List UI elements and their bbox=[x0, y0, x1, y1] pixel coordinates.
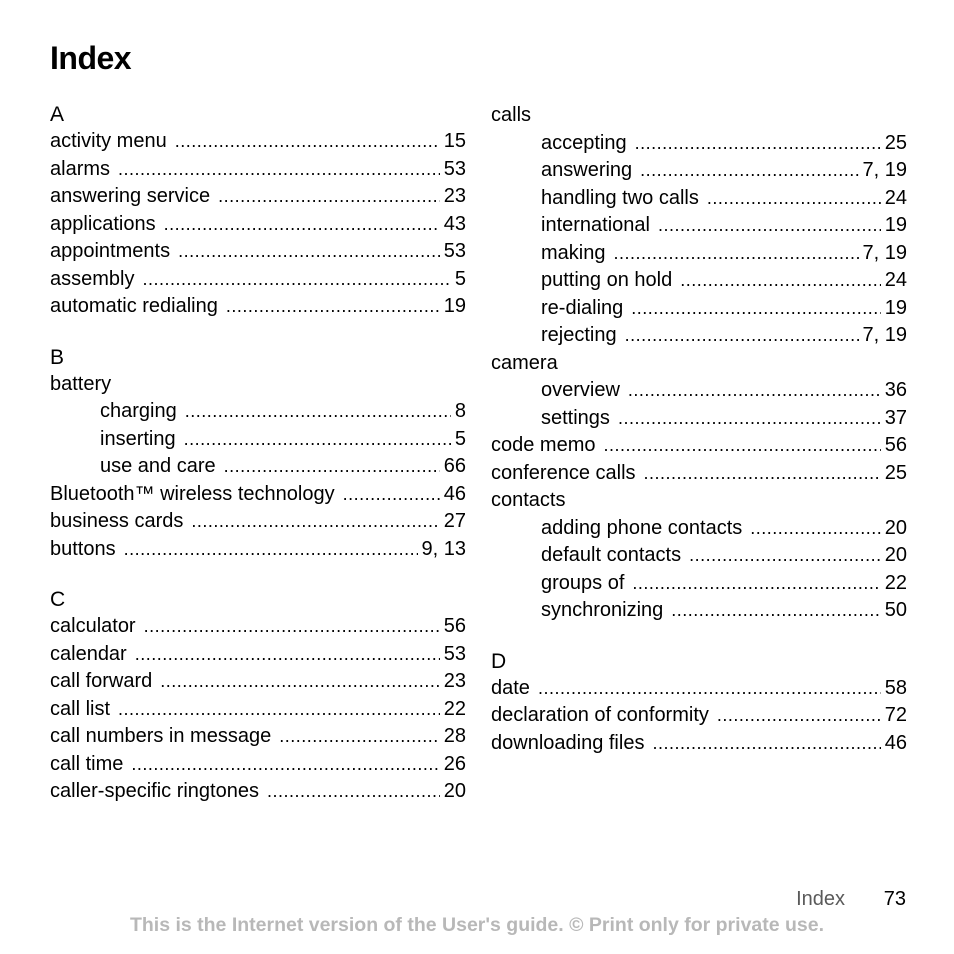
index-entry bbox=[50, 156, 466, 184]
index-term: camera bbox=[491, 351, 558, 374]
index-page-ref: 26 bbox=[443, 752, 466, 775]
index-term: call list bbox=[50, 697, 111, 720]
index-page-ref: 27 bbox=[443, 510, 466, 532]
index-term: buttons bbox=[50, 537, 116, 560]
index-page-ref: 8 bbox=[454, 400, 466, 422]
index-letter: A bbox=[50, 103, 65, 126]
index-page-ref: 24 bbox=[884, 186, 907, 209]
dot-leader bbox=[118, 156, 440, 184]
index-page-ref: 20 bbox=[884, 516, 907, 539]
dot-leader bbox=[175, 128, 440, 156]
index-heading bbox=[50, 371, 466, 399]
index-term: accepting bbox=[541, 131, 627, 154]
index-subentry bbox=[50, 426, 466, 454]
index-subentry bbox=[50, 453, 466, 481]
index-term: handling two calls bbox=[541, 186, 699, 209]
index-entry bbox=[50, 266, 466, 294]
index-term: putting on hold bbox=[541, 269, 673, 291]
index-heading bbox=[491, 102, 907, 130]
dot-leader bbox=[618, 405, 881, 433]
dot-leader bbox=[635, 130, 881, 158]
dot-leader bbox=[717, 702, 881, 730]
index-page-ref: 46 bbox=[443, 482, 466, 505]
index-page-ref: 37 bbox=[884, 406, 907, 429]
index-term: call time bbox=[50, 752, 124, 775]
index-term: call numbers in message bbox=[50, 725, 272, 747]
index-term: conference calls bbox=[491, 461, 636, 484]
index-letter: C bbox=[50, 588, 66, 611]
index-entry bbox=[50, 238, 466, 266]
index-page-ref: 15 bbox=[443, 130, 466, 152]
dot-leader bbox=[343, 481, 440, 509]
dot-leader bbox=[613, 240, 858, 268]
index-entry bbox=[50, 751, 466, 779]
index-page-ref: 20 bbox=[443, 780, 466, 802]
index-entry bbox=[50, 613, 466, 641]
dot-leader bbox=[707, 185, 881, 213]
dot-leader bbox=[160, 668, 439, 696]
dot-leader bbox=[218, 183, 440, 211]
index-group bbox=[491, 649, 907, 758]
index-page-ref: 5 bbox=[454, 427, 466, 450]
index-term: international bbox=[541, 214, 650, 236]
index-entry bbox=[491, 675, 907, 703]
index-page-ref: 58 bbox=[884, 676, 907, 699]
index-group bbox=[50, 587, 466, 806]
index-page-ref: 53 bbox=[443, 240, 466, 262]
footer-page-number: 73 bbox=[883, 888, 906, 910]
index-page-ref: 19 bbox=[884, 296, 907, 319]
index-term: synchronizing bbox=[541, 599, 664, 621]
dot-leader bbox=[191, 508, 439, 536]
index-page-ref: 28 bbox=[443, 725, 466, 747]
index-subentry bbox=[491, 212, 907, 240]
dot-leader bbox=[628, 377, 881, 405]
index-subentry bbox=[491, 515, 907, 543]
dot-leader bbox=[144, 613, 440, 641]
index-term: adding phone contacts bbox=[541, 516, 743, 539]
dot-leader bbox=[680, 267, 881, 295]
index-page-ref: 50 bbox=[884, 599, 907, 621]
index-group bbox=[50, 102, 466, 321]
index-page-ref: 72 bbox=[884, 704, 907, 726]
index-entry bbox=[491, 730, 907, 758]
index-term: automatic redialing bbox=[50, 295, 218, 317]
index-group bbox=[491, 102, 907, 625]
index-term: Bluetooth™ wireless technology bbox=[50, 482, 335, 505]
index-term: applications bbox=[50, 212, 156, 235]
index-term: default contacts bbox=[541, 544, 682, 566]
index-term: appointments bbox=[50, 240, 171, 262]
index-page-ref: 19 bbox=[443, 295, 466, 317]
index-term: assembly bbox=[50, 267, 135, 290]
index-entry bbox=[50, 641, 466, 669]
index-column-left bbox=[50, 102, 466, 830]
index-term: downloading files bbox=[491, 731, 645, 754]
index-entry bbox=[491, 460, 907, 488]
index-page-ref: 53 bbox=[443, 642, 466, 665]
dot-leader bbox=[267, 778, 440, 806]
index-term: alarms bbox=[50, 157, 111, 180]
dot-leader bbox=[124, 536, 418, 564]
dot-leader bbox=[632, 570, 880, 598]
index-subentry bbox=[491, 570, 907, 598]
index-entry bbox=[50, 778, 466, 806]
index-term: code memo bbox=[491, 434, 596, 456]
index-page-ref: 43 bbox=[443, 212, 466, 235]
index-page-ref: 24 bbox=[884, 269, 907, 291]
index-page-ref: 25 bbox=[884, 131, 907, 154]
index-heading bbox=[491, 487, 907, 515]
index-term: activity menu bbox=[50, 130, 167, 152]
footer-notice: This is the Internet version of the User's guide. © Print only for private use. bbox=[129, 914, 825, 936]
index-term: inserting bbox=[100, 427, 176, 450]
dot-leader bbox=[135, 641, 440, 669]
index-subentry bbox=[491, 157, 907, 185]
index-term: use and care bbox=[100, 455, 216, 477]
index-term: making bbox=[541, 241, 606, 264]
index-subentry bbox=[491, 267, 907, 295]
index-term: charging bbox=[100, 400, 177, 422]
index-subentry bbox=[50, 398, 466, 426]
index-page-ref: 9, 13 bbox=[421, 537, 466, 560]
index-term: caller-specific ringtones bbox=[50, 780, 259, 802]
dot-leader bbox=[631, 295, 880, 323]
dot-leader bbox=[279, 723, 440, 751]
index-column-right bbox=[491, 102, 907, 781]
index-term: rejecting bbox=[541, 324, 617, 346]
index-letter: B bbox=[50, 345, 65, 369]
index-page-ref: 23 bbox=[443, 185, 466, 207]
dot-leader bbox=[671, 597, 880, 625]
index-subentry bbox=[491, 405, 907, 433]
dot-leader bbox=[604, 432, 881, 460]
index-page-ref: 7, 19 bbox=[862, 241, 907, 264]
index-entry bbox=[50, 183, 466, 211]
index-term: answering service bbox=[50, 185, 211, 207]
index-term: settings bbox=[541, 406, 610, 429]
index-subentry bbox=[491, 542, 907, 570]
index-page-ref: 66 bbox=[443, 455, 466, 477]
index-subentry bbox=[491, 185, 907, 213]
index-subentry bbox=[491, 130, 907, 158]
index-page-ref: 22 bbox=[443, 697, 466, 720]
index-subentry bbox=[491, 377, 907, 405]
index-page-ref: 7, 19 bbox=[862, 159, 907, 181]
index-entry bbox=[50, 128, 466, 156]
index-term: date bbox=[491, 676, 530, 699]
dot-leader bbox=[689, 542, 881, 570]
index-page-ref: 25 bbox=[884, 461, 907, 484]
index-term: calls bbox=[491, 104, 532, 126]
index-term: business cards bbox=[50, 510, 184, 532]
index-heading bbox=[491, 350, 907, 378]
index-entry bbox=[50, 508, 466, 536]
page-title: Index bbox=[50, 40, 132, 76]
index-term: battery bbox=[50, 372, 112, 395]
index-page-ref: 53 bbox=[443, 157, 466, 180]
index-term: groups of bbox=[541, 571, 625, 594]
index-page-ref: 56 bbox=[884, 434, 907, 456]
footer-section-label: Index bbox=[796, 888, 845, 910]
index-entry bbox=[50, 723, 466, 751]
dot-leader bbox=[164, 211, 440, 239]
index-page-ref: 5 bbox=[454, 267, 466, 290]
dot-leader bbox=[640, 157, 858, 185]
index-page-ref: 23 bbox=[443, 670, 466, 692]
dot-leader bbox=[185, 398, 451, 426]
dot-leader bbox=[538, 675, 881, 703]
index-entry bbox=[50, 211, 466, 239]
index-entry bbox=[491, 432, 907, 460]
index-letter: D bbox=[491, 649, 507, 673]
index-term: calendar bbox=[50, 642, 127, 665]
index-page-ref: 56 bbox=[443, 615, 466, 637]
index-page-ref: 19 bbox=[884, 214, 907, 236]
index-term: answering bbox=[541, 159, 633, 181]
index-group bbox=[50, 345, 466, 564]
dot-leader bbox=[625, 322, 859, 350]
index-term: calculator bbox=[50, 615, 136, 637]
index-subentry bbox=[491, 597, 907, 625]
index-subentry bbox=[491, 295, 907, 323]
index-page-ref: 46 bbox=[884, 731, 907, 754]
index-term: declaration of conformity bbox=[491, 704, 709, 726]
index-entry bbox=[50, 293, 466, 321]
index-term: re-dialing bbox=[541, 296, 624, 319]
dot-leader bbox=[224, 453, 440, 481]
dot-leader bbox=[750, 515, 880, 543]
index-entry bbox=[491, 702, 907, 730]
index-term: contacts bbox=[491, 489, 566, 511]
dot-leader bbox=[142, 266, 450, 294]
index-page-ref: 7, 19 bbox=[862, 324, 907, 346]
index-entry bbox=[50, 536, 466, 564]
index-term: overview bbox=[541, 379, 620, 401]
dot-leader bbox=[184, 426, 451, 454]
index-term: call forward bbox=[50, 670, 153, 692]
dot-leader bbox=[118, 696, 440, 724]
index-subentry bbox=[491, 322, 907, 350]
index-entry bbox=[50, 481, 466, 509]
dot-leader bbox=[178, 238, 440, 266]
dot-leader bbox=[652, 730, 880, 758]
index-entry bbox=[50, 668, 466, 696]
index-subentry bbox=[491, 240, 907, 268]
dot-leader bbox=[131, 751, 439, 779]
dot-leader bbox=[644, 460, 881, 488]
index-page-ref: 22 bbox=[884, 571, 907, 594]
dot-leader bbox=[658, 212, 881, 240]
index-page-ref: 36 bbox=[884, 379, 907, 401]
dot-leader bbox=[226, 293, 440, 321]
index-page-ref: 20 bbox=[884, 544, 907, 566]
index-entry bbox=[50, 696, 466, 724]
